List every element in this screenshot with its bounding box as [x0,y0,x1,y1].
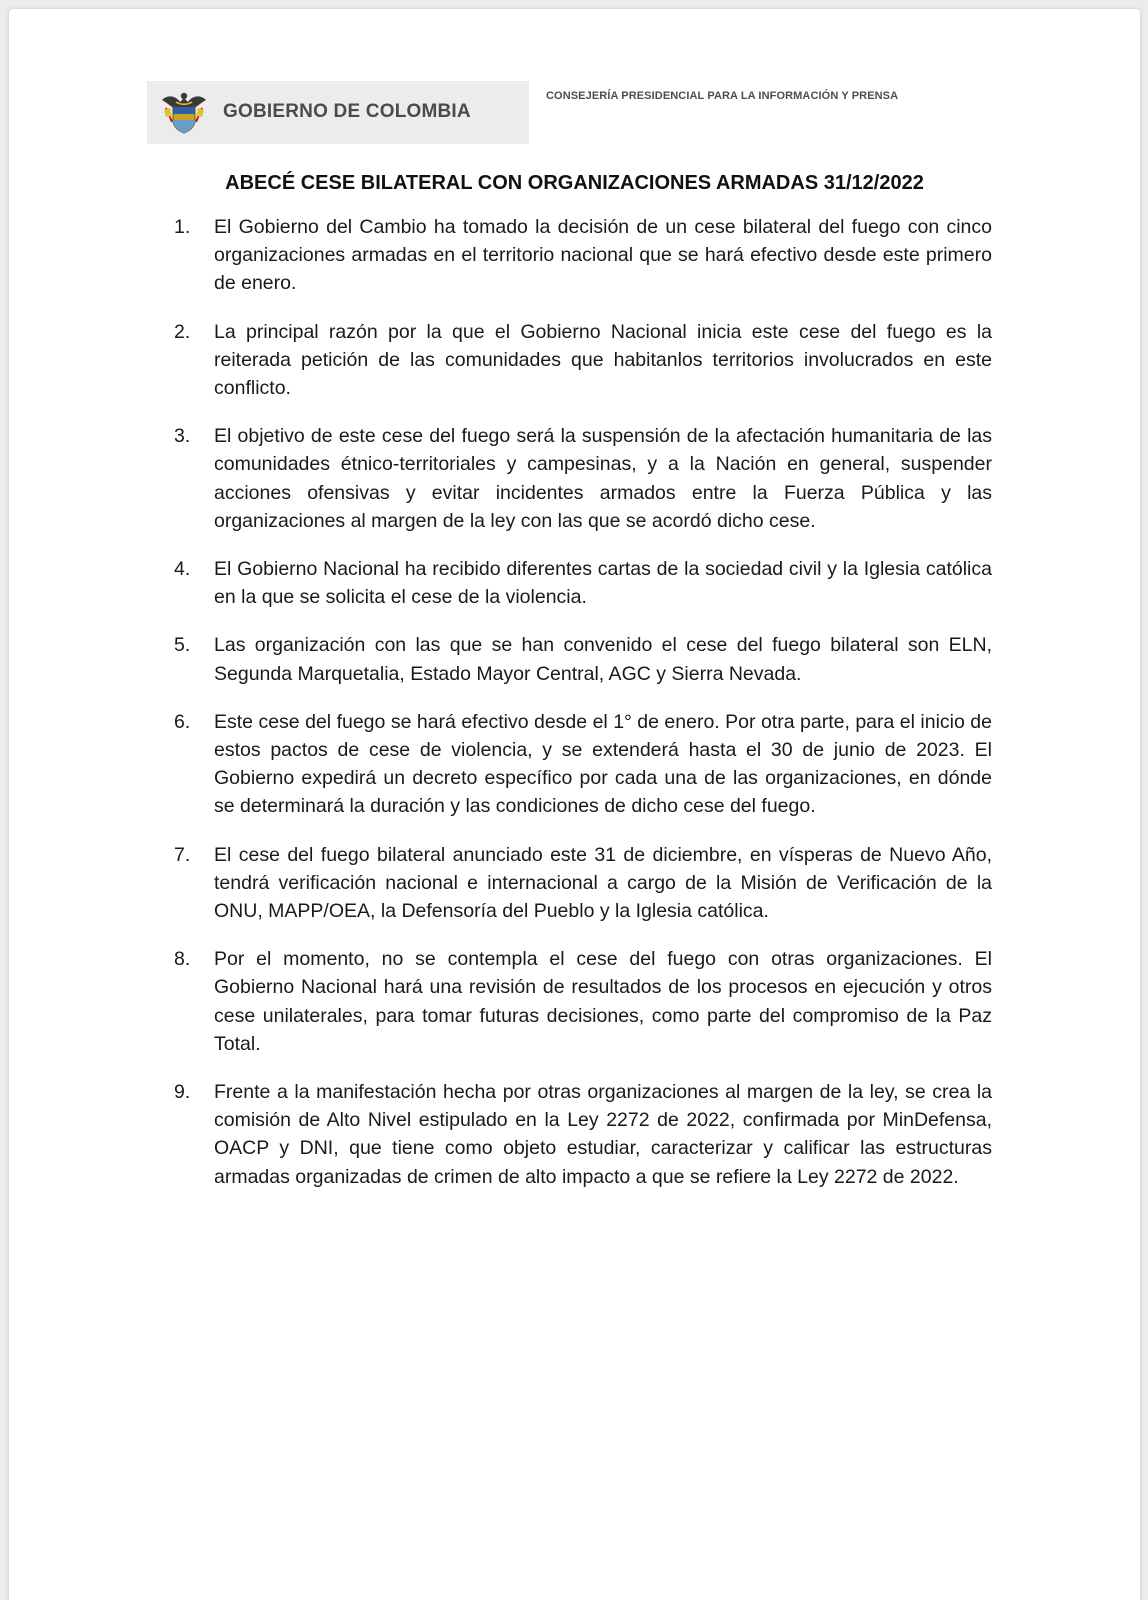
list-item-number: 7. [174,843,191,866]
list-item-number: 1. [174,216,191,238]
document-page [9,9,1140,1600]
list-item-number: 6. [174,710,191,733]
list-item-text: El Gobierno del Cambio ha tomado la decisión de un cese bilateral del fuego con cinco organizaciones armadas en el territorio nacional que se hará efectivo desde este primero de enero. [214,216,992,295]
list-item-text: El objetivo de este cese del fuego será la suspensión de la afectación humanitaria de las comunidades étnico-territoriales y campesinas, y a la Nación en general, suspender acciones ofensivas y evitar incidentes armados entre la Fuerza Pública y las organizaciones al margen de la ley con las que se acordó dicho cese. [214,425,992,532]
colombia-coat-of-arms-icon [158,86,210,138]
government-logo-band [147,81,529,144]
list-item-number: 3. [174,425,191,448]
list-item [169,555,992,611]
list-item-number: 8. [174,948,191,971]
list-item [169,631,992,687]
numbered-list [169,213,992,1211]
list-item [169,708,992,821]
list-item-number: 9. [174,1081,191,1104]
list-item-number: 5. [174,634,191,657]
document-title: ABECÉ CESE BILATERAL CON ORGANIZACIONES ARMADAS 31/12/2022 [225,172,924,194]
list-item [169,213,992,298]
list-item [169,1078,992,1191]
list-item-text: El Gobierno Nacional ha recibido diferentes cartas de la sociedad civil y la Iglesia católica en la que se solicita el cese de la violencia. [214,558,992,609]
list-item [169,945,992,1058]
list-item-text: Por el momento, no se contempla el cese del fuego con otras organizaciones. El Gobierno Nacional hará una revisión de resultados de los procesos en ejecución y otros cese unilaterales, para tomar futuras decisiones, como parte del compromiso de la Paz Total. [214,948,992,1055]
list-item-text: Frente a la manifestación hecha por otras organizaciones al margen de la ley, se crea la comisión de Alto Nivel estipulado en la Ley 2272 de 2022, confirmada por MinDefensa, OACP y DNI, que tiene como objeto estudiar, caracterizar y calificar las estructuras armadas organizadas de crimen de alto impacto a que se refiere la Ley 2272 de 2022. [214,1081,992,1188]
brand-name: GOBIERNO DE COLOMBIA [223,101,471,122]
list-item-text: El cese del fuego bilateral anunciado este 31 de diciembre, en vísperas de Nuevo Año, tendrá verificación nacional e internacional a cargo de la Misión de Verificación de la ONU, MAPP/OEA, la Defensoría del Pueblo y la Iglesia católica. [214,843,992,923]
list-item-number: 2. [174,320,191,343]
list-item-number: 4. [174,558,191,581]
office-name: CONSEJERÍA PRESIDENCIAL PARA LA INFORMACIÓN Y PRENSA [546,90,899,102]
list-item-text: Este cese del fuego se hará efectivo desde el 1° de enero. Por otra parte, para el inicio de estos pactos de cese de violencia, y se extenderá hasta el 30 de junio de 2023. El Gobierno expedirá un decreto específico por cada una de las organizaciones, en dónde se determinará la duración y las condiciones de dicho cese del fuego. [214,710,992,818]
list-item-text: Las organización con las que se han convenido el cese del fuego bilateral son ELN, Segunda Marquetalia, Estado Mayor Central, AGC y Sierra Nevada. [214,634,992,685]
list-item [169,841,992,926]
list-item [169,422,992,535]
list-item [169,318,992,403]
list-item-text: La principal razón por la que el Gobierno Nacional inicia este cese del fuego es la reiterada petición de las comunidades que habitanlos territorios involucrados en este conflicto. [214,320,992,400]
